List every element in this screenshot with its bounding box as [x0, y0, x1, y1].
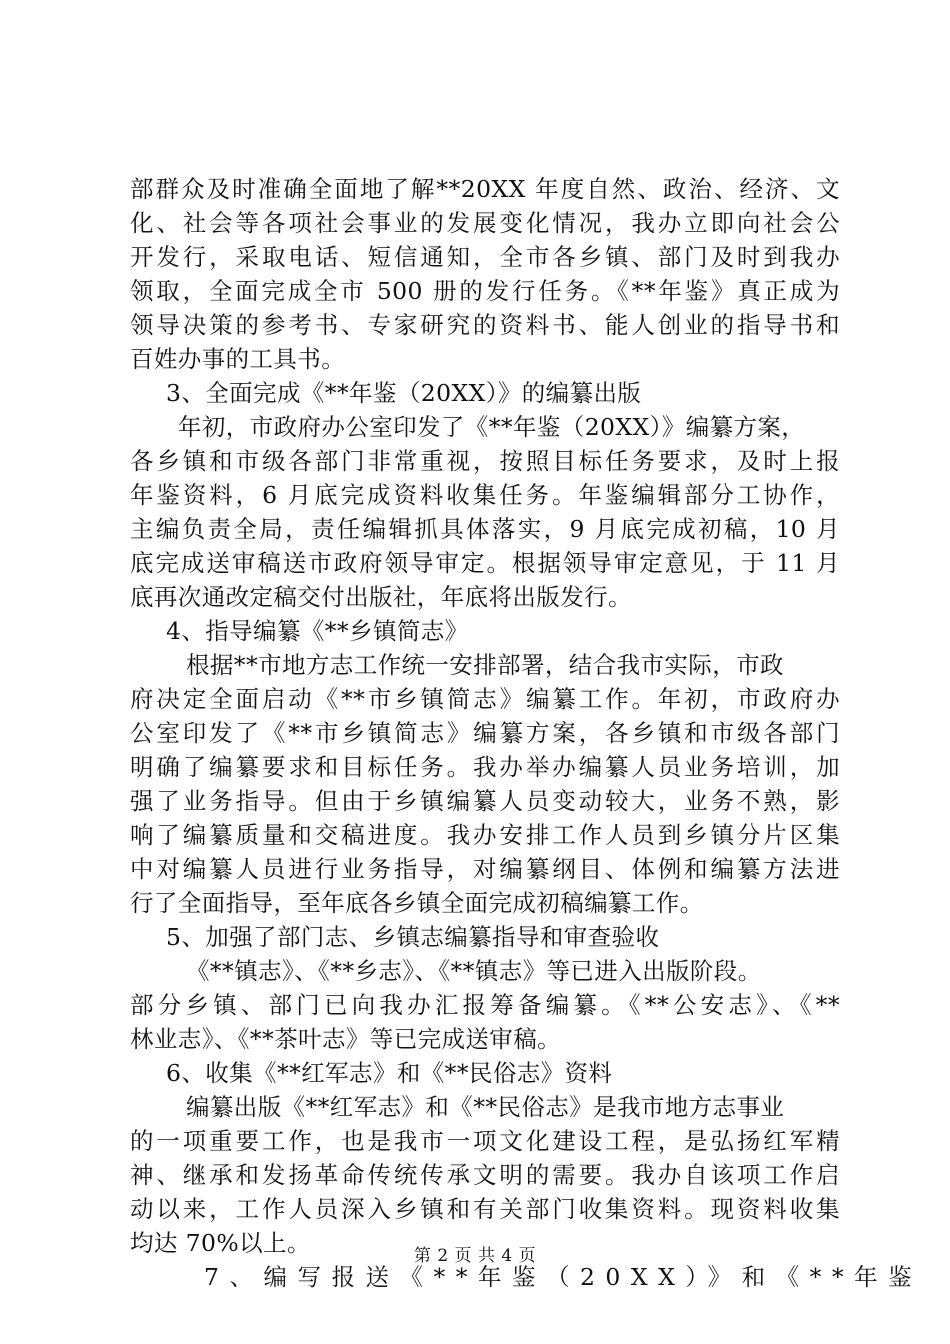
document-body [130, 172, 923, 1294]
body-line: 化、社会等各项社会事业的发展变化情况，我办立即向社会公 [130, 209, 840, 237]
section-heading-3: 3、全面完成《**年鉴（20XX）》的编纂出版 [166, 379, 642, 407]
body-line: 均达 70%以上。 [130, 1229, 311, 1257]
body-line: 根据**市地方志工作统一安排部署，结合我市实际，市政 [186, 651, 784, 679]
body-line: 底完成送审稿送市政府领导审定。根据领导审定意见，于 11 月 [130, 549, 840, 577]
body-line: 的一项重要工作，也是我市一项文化建设工程，是弘扬红军精 [130, 1127, 840, 1155]
body-line: 领导决策的参考书、专家研究的资料书、能人创业的指导书和 [130, 311, 840, 339]
body-line: 动以来，工作人员深入乡镇和有关部门收集资料。现资料收集 [130, 1195, 840, 1223]
body-line: 编纂出版《**红军志》和《**民俗志》是我市地方志事业 [186, 1093, 785, 1121]
body-line: 主编负责全局，责任编辑抓具体落实，9 月底完成初稿，10 月 [130, 515, 840, 543]
body-line: 公室印发了《**市乡镇简志》编纂方案，各乡镇和市级各部门 [130, 719, 840, 747]
section-heading-7: 7、编写报送《**年鉴（20XX）》和《**年鉴 [204, 1263, 923, 1291]
page-footer: 第 2 页 共 4 页 [413, 1246, 537, 1266]
body-line: 神、继承和发扬革命传统传承文明的需要。我办自该项工作启 [130, 1161, 840, 1189]
section-heading-4: 4、指导编纂《**乡镇简志》 [166, 617, 469, 645]
body-line: 府决定全面启动《**市乡镇简志》编纂工作。年初，市政府办 [130, 685, 840, 713]
body-line: 明确了编纂要求和目标任务。我办举办编纂人员业务培训，加 [130, 753, 840, 781]
section-heading-6: 6、收集《**红军志》和《**民俗志》资料 [166, 1059, 613, 1087]
body-line: 年鉴资料，6 月底完成资料收集任务。年鉴编辑部分工协作， [130, 481, 840, 509]
body-line: 行了全面指导，至年底各乡镇全面完成初稿编纂工作。 [130, 889, 704, 917]
body-line: 各乡镇和市级各部门非常重视，按照目标任务要求，及时上报 [130, 447, 840, 475]
body-line: 年初，市政府办公室印发了《**年鉴（20XX）》编纂方案， [178, 413, 806, 441]
body-line: 林业志》、《**茶叶志》等已完成送审稿。 [130, 1025, 561, 1053]
body-line: 部群众及时准确全面地了解**20XX 年度自然、政治、经济、文 [130, 175, 840, 203]
body-line: 响了编纂质量和交稿进度。我办安排工作人员到乡镇分片区集 [130, 821, 840, 849]
section-heading-5: 5、加强了部门志、乡镇志编纂指导和审查验收 [166, 923, 660, 951]
body-line: 部分乡镇、部门已向我办汇报筹备编纂。《**公安志》、《** [130, 991, 840, 1019]
body-line: 中对编纂人员进行业务指导，对编纂纲目、体例和编纂方法进 [130, 855, 840, 883]
body-line: 《**镇志》、《**乡志》、《**镇志》等已进入出版阶段。 [186, 957, 762, 985]
body-line: 领取，全面完成全市 500 册的发行任务。《**年鉴》真正成为 [130, 277, 840, 305]
body-line: 开发行，采取电话、短信通知，全市各乡镇、部门及时到我办 [130, 243, 840, 271]
body-line: 底再次通改定稿交付出版社，年底将出版发行。 [130, 583, 632, 611]
body-line: 百姓办事的工具书。 [130, 345, 346, 373]
body-line: 强了业务指导。但由于乡镇编纂人员变动较大，业务不熟，影 [130, 787, 840, 815]
